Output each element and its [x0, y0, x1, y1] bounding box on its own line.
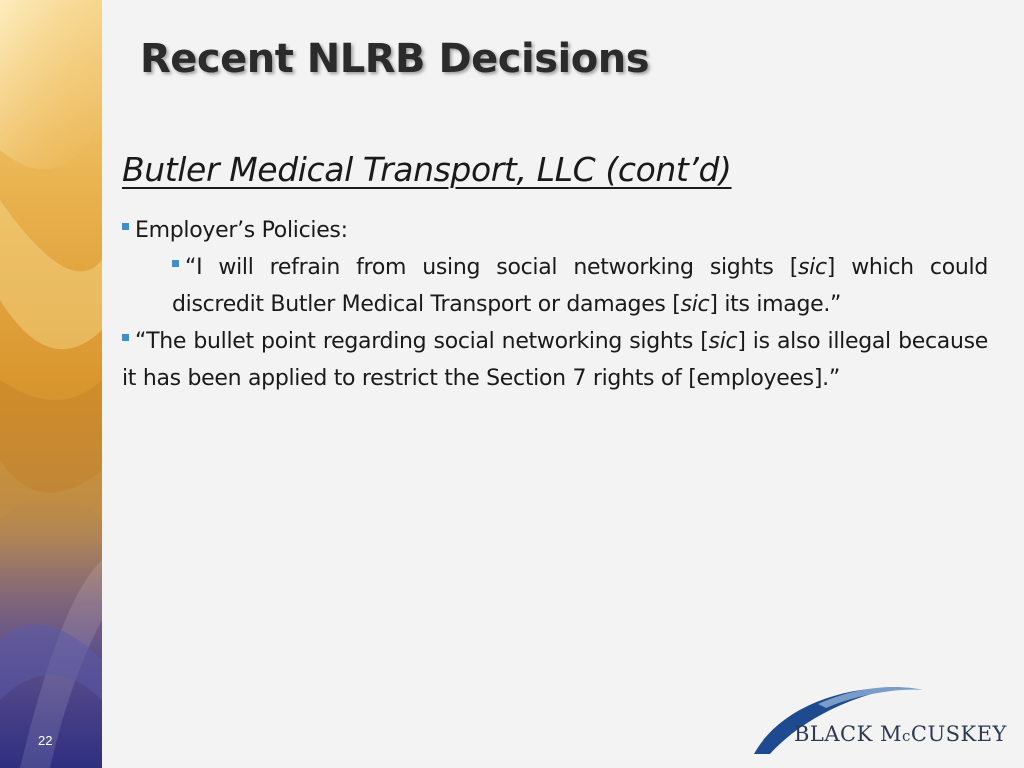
sic-italic: sic [708, 329, 738, 354]
decorative-sidebar [0, 0, 102, 768]
bullet-text-part: ] which could discredit Butler Medical Transport or damages [ [172, 255, 988, 317]
bullet-text-part: “I will refrain from using social networking sights [ [185, 255, 798, 280]
black-mccuskey-swoosh-logo [748, 682, 1018, 758]
sic-italic: sic [798, 255, 827, 280]
slide-subtitle: Butler Medical Transport, LLC (cont’d) [122, 150, 732, 189]
bullet-item-board-finding [122, 323, 988, 397]
bullet-text-part: ] is also illegal because it has been applied to restrict the Section 7 rights of [employees].” [122, 329, 988, 391]
bullet-item-employer-policies [122, 212, 988, 249]
bullet-list [122, 212, 988, 397]
square-bullet-icon [122, 334, 129, 341]
bullet-text-part: ] its image.” [709, 292, 842, 317]
square-bullet-icon [172, 260, 179, 267]
bullet-text: Employer’s Policies: [135, 218, 348, 243]
slide-number: 22 [38, 733, 53, 748]
sidebar-graphic [0, 0, 102, 768]
slide-title: Recent NLRB Decisions [140, 36, 650, 82]
sic-italic: sic [680, 292, 710, 317]
square-bullet-icon [122, 223, 129, 230]
bullet-item-policy-quote [172, 249, 988, 323]
logo-text: BLACK McCUSKEY [794, 722, 1007, 746]
bullet-text-part: “The bullet point regarding social networking sights [ [135, 329, 709, 354]
